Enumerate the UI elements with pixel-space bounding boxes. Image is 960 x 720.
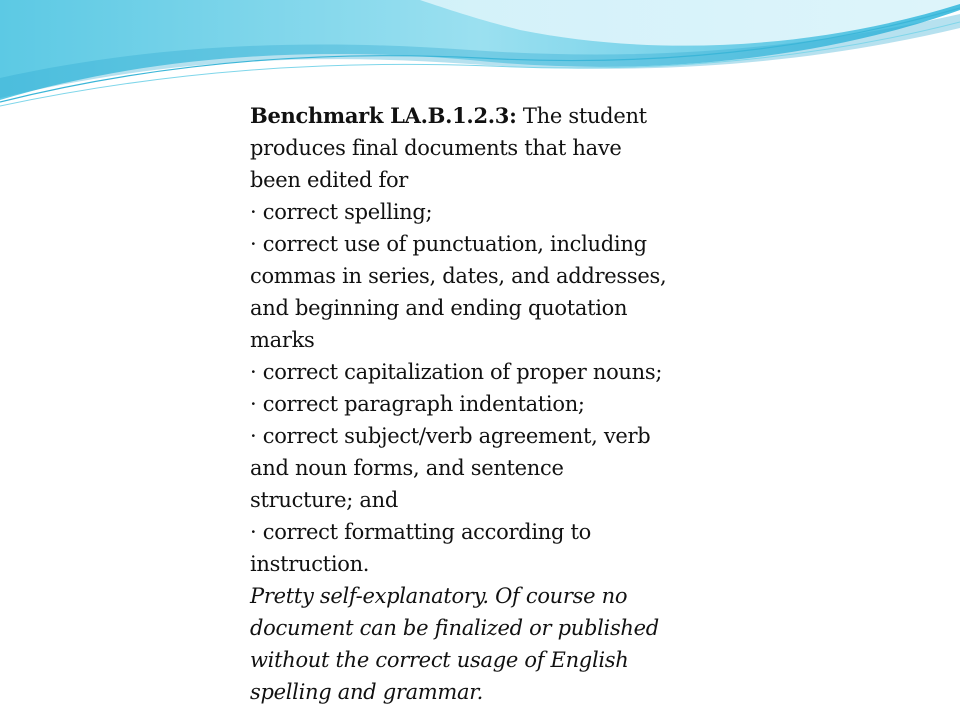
benchmark-text-block (250, 100, 720, 708)
bullet-capitalization: · correct capitalization of proper nouns; (250, 360, 663, 384)
bullet-spelling: · correct spelling; (250, 200, 433, 224)
commentary-line: spelling and grammar. (250, 680, 484, 704)
commentary-line: document can be finalized or published (250, 616, 659, 640)
bullet-punctuation: · correct use of punctuation, including (250, 232, 647, 256)
intro-line: produces final documents that have (250, 136, 622, 160)
bullet-punctuation-cont: commas in series, dates, and addresses, (250, 264, 667, 288)
bullet-agreement-cont: structure; and (250, 488, 399, 512)
bullet-agreement-cont: and noun forms, and sentence (250, 456, 564, 480)
heading-line (250, 100, 720, 132)
commentary-line: without the correct usage of English (250, 648, 629, 672)
bullet-punctuation-cont: marks (250, 328, 315, 352)
intro-line: been edited for (250, 168, 409, 192)
benchmark-heading-text: The student (516, 104, 647, 128)
bullet-formatting: · correct formatting according to (250, 520, 591, 544)
benchmark-label: Benchmark LA.B.1.2.3: (250, 103, 517, 128)
bullet-punctuation-cont: and beginning and ending quotation (250, 296, 628, 320)
bullet-formatting-cont: instruction. (250, 552, 370, 576)
commentary-line: Pretty self-explanatory. Of course no (250, 584, 628, 608)
bullet-agreement: · correct subject/verb agreement, verb (250, 424, 651, 448)
bullet-indentation: · correct paragraph indentation; (250, 392, 585, 416)
